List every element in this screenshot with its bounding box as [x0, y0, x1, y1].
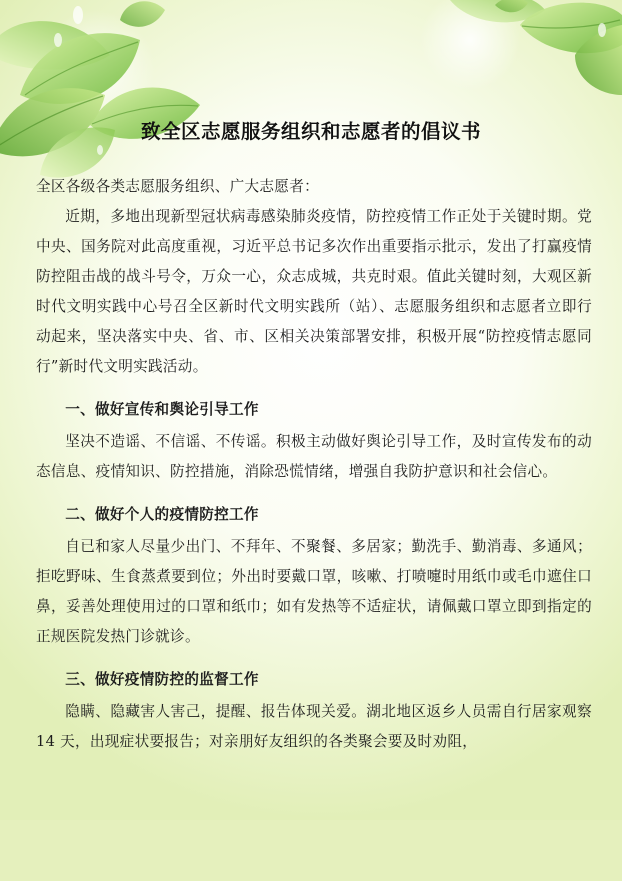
intro-paragraph: 近期，多地出现新型冠状病毒感染肺炎疫情，防控疫情工作正处于关键时期。党中央、国务院对此高度重视，习近平总书记多次作出重要指示批示，发出了打赢疫情防控阻击战的战斗号令，万众一心，众志成城，共克时艰。值此关键时刻，大观区新时代文明实践中心号召全区新时代文明实践所（站）、志愿服务组织和志愿者立即行动起来，坚决落实中央、省、市、区相关决策部署安排，积极开展“防控疫情志愿同行”新时代文明实践活动。 [36, 208, 592, 375]
section-2-text: 自已和家人尽量少出门、不拜年、不聚餐、多居家；勤洗手、勤消毒、多通风；拒吃野味、生食蒸煮要到位；外出时要戴口罩，咳嗽、打喷嚏时用纸巾或毛巾遮住口鼻，妥善处理使用过的口罩和纸巾；如有发热等不适症状，请佩戴口罩立即到指定的正规医院发热门诊就诊。 [36, 538, 592, 645]
section-3-heading: 三、做好疫情防控的监督工作 [65, 671, 259, 688]
section-1-text: 坚决不造谣、不信谣、不传谣。积极主动做好舆论引导工作，及时宣传发布的动态信息、疫情知识、防控措施，消除恐慌情绪，增强自我防护意识和社会信心。 [36, 433, 592, 480]
section-2-heading: 二、做好个人的疫情防控工作 [65, 506, 259, 523]
section-3-text: 隐瞒、隐藏害人害己，提醒、报告体现关爱。湖北地区返乡人员需自行居家观察 14 天，出现症状要报告；对亲朋好友组织的各类聚会要及时劝阻， [36, 703, 592, 750]
document-title: 致全区志愿服务组织和志愿者的倡议书 [140, 120, 481, 143]
salutation: 全区各级各类志愿服务组织、广大志愿者： [36, 178, 319, 195]
section-1-heading: 一、做好宣传和舆论引导工作 [65, 401, 259, 418]
document-body [36, 172, 592, 757]
